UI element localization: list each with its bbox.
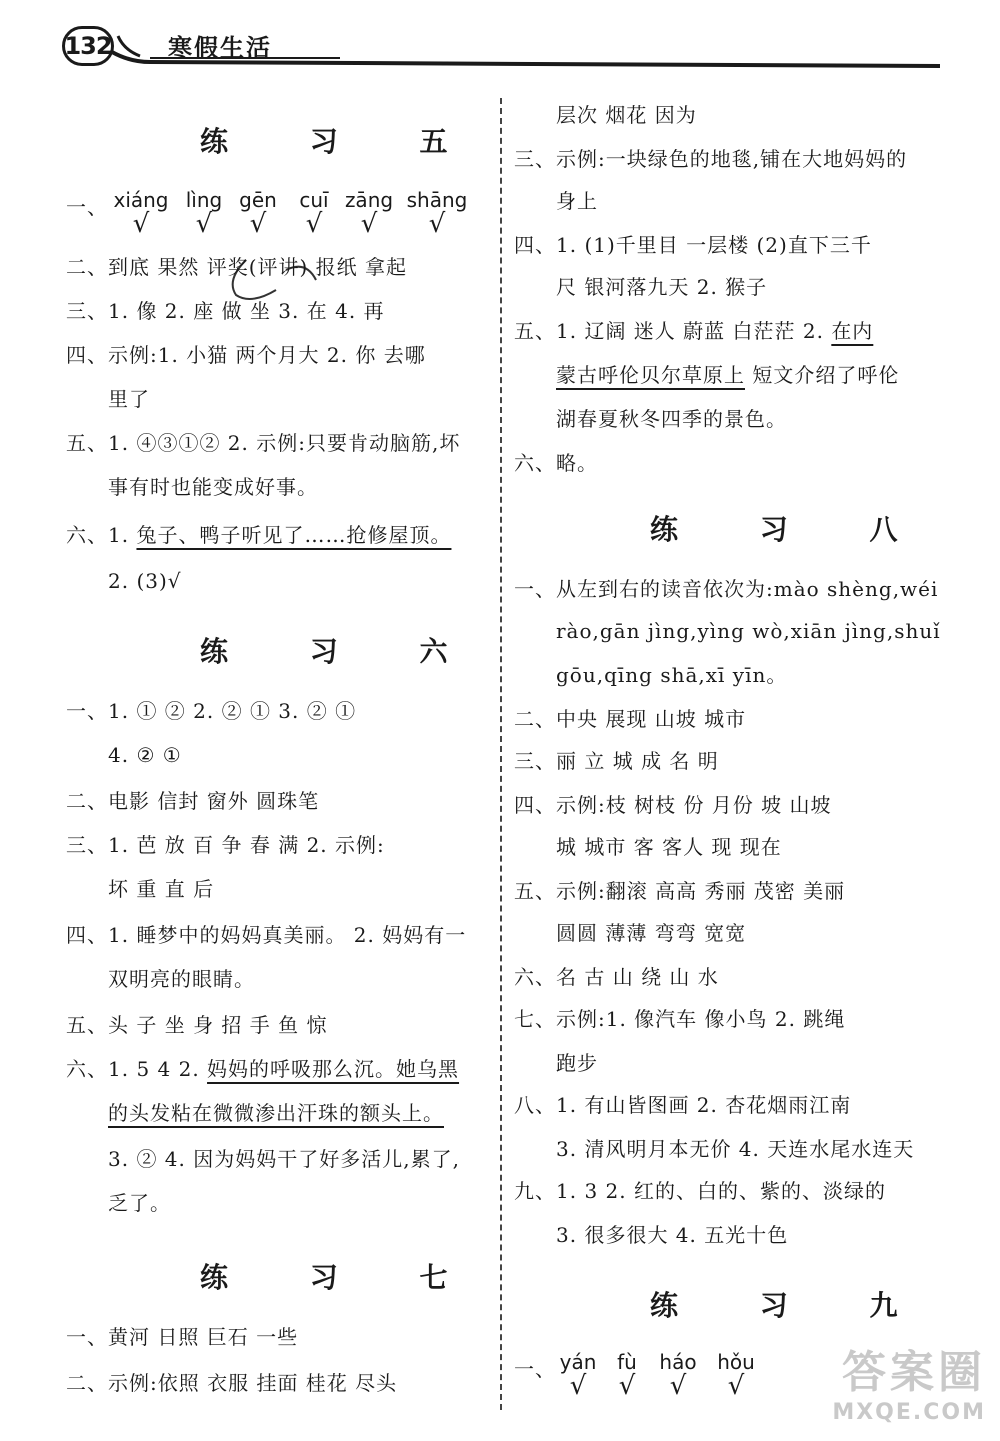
pinyin-item: xiáng √ xyxy=(106,188,176,236)
page-header xyxy=(0,0,1000,80)
ex7-q3-line1: 三、示例:一块绿色的地毯,铺在大地妈妈的 xyxy=(514,147,908,171)
ex9-q1-label: 一、 xyxy=(514,1357,556,1381)
ex6-q4-line2: 双明亮的眼睛。 xyxy=(108,967,255,991)
ex6-q1-line2: 4. ② ① xyxy=(108,743,182,767)
ex6-q4-line1: 四、1. 睡梦中的妈妈真美丽。 2. 妈妈有一 xyxy=(66,923,467,947)
ex5-q4-line2: 里了 xyxy=(108,387,150,411)
underlined-answer: 妈妈的呼吸那么沉。她乌黑 xyxy=(207,1057,460,1081)
underlined-answer: 兔子、鸭子听见了……抢修屋顶。 xyxy=(136,523,452,547)
ex8-q8-line2: 3. 清风明月本无价 4. 天连水尾水连天 xyxy=(556,1137,915,1161)
ex6-q6-line4: 乏了。 xyxy=(108,1191,171,1215)
ex8-q5-line1: 五、示例:翻滚 高高 秀丽 茂密 美丽 xyxy=(514,879,846,903)
exercise-8-title: 练 习 八 xyxy=(650,513,934,546)
underlined-answer: 的头发粘在微微渗出汗珠的额头上。 xyxy=(108,1101,444,1125)
header-rule-decoration xyxy=(0,0,1000,80)
ex6-q6-line3: 3. ② 4. 因为妈妈干了好多活儿,累了, xyxy=(108,1147,460,1171)
pinyin-item: gēn √ xyxy=(230,188,286,236)
ex5-q2: 二、到底 果然 评奖(评讲) 报纸 拿起 xyxy=(66,255,408,279)
check-mark-icon: √ xyxy=(669,1371,687,1401)
header-title: 寒假生活 xyxy=(168,34,272,62)
check-mark-icon: √ xyxy=(618,1371,636,1401)
ex5-q4-line1: 四、示例:1. 小猫 两个月大 2. 你 去哪 xyxy=(66,343,426,367)
pinyin-item: háo √ xyxy=(650,1350,706,1398)
check-mark-icon: √ xyxy=(249,209,267,239)
underlined-answer: 蒙古呼伦贝尔草原上 xyxy=(556,363,745,387)
ex8-q4-line2: 城 城市 客 客人 现 现在 xyxy=(556,835,782,859)
page-number: 132 xyxy=(62,26,114,66)
column-divider xyxy=(500,98,502,1410)
ex7-q5-line1: 五、1. 辽阔 迷人 蔚蓝 白茫茫 2. 在内 xyxy=(514,319,874,343)
ex8-q1-line2: rào,gān jìng,yìng wò,xiān jìng,shuǐ xyxy=(556,619,941,643)
ex8-q2: 二、中央 展现 山坡 城市 xyxy=(514,707,747,731)
pinyin-item: lìng √ xyxy=(176,188,232,236)
underlined-answer: 在内 xyxy=(831,319,874,343)
ex8-q4-line1: 四、示例:枝 树枝 份 月份 坡 山坡 xyxy=(514,793,832,817)
check-mark-icon: √ xyxy=(727,1371,745,1401)
ex7-q5-line3: 湖春夏秋冬四季的景色。 xyxy=(556,407,787,431)
ex7-q4-line2: 尺 银河落九天 2. 猴子 xyxy=(556,275,768,299)
ex7-q5-line2: 蒙古呼伦贝尔草原上 短文介绍了呼伦 xyxy=(556,363,900,387)
pinyin-item: cuī √ xyxy=(286,188,342,236)
ex7-q2-cont: 层次 烟花 因为 xyxy=(556,103,697,127)
check-mark-icon: √ xyxy=(195,209,213,239)
check-mark-icon: √ xyxy=(569,1371,587,1401)
ex7-q4-line1: 四、1. (1)千里目 一层楼 (2)直下三千 xyxy=(514,233,872,257)
ex6-q1-line1: 一、1. ① ② 2. ② ① 3. ② ① xyxy=(66,699,357,723)
ex6-q3-line1: 三、1. 芭 放 百 争 春 满 2. 示例: xyxy=(66,833,385,857)
watermark-logo: 答案圈 MXQE.COM xyxy=(832,1347,986,1425)
ex5-q1-label: 一、 xyxy=(66,195,108,219)
ex6-q6-line1: 六、1. 5 4 2. 妈妈的呼吸那么沉。她乌黑 xyxy=(66,1057,460,1081)
ex6-q5: 五、头 子 坐 身 招 手 鱼 惊 xyxy=(66,1013,328,1037)
ex8-q7-line1: 七、示例:1. 像汽车 像小鸟 2. 跳绳 xyxy=(514,1007,846,1031)
ex8-q7-line2: 跑步 xyxy=(556,1051,598,1075)
ex8-q6: 六、名 古 山 绕 山 水 xyxy=(514,965,719,989)
ex6-q6-line2 xyxy=(108,1098,444,1128)
ex7-q6: 六、略。 xyxy=(514,451,598,475)
pinyin-item: zāng √ xyxy=(336,188,402,236)
ex8-q1-line1: 一、从左到右的读音依次为:mào shèng,wéi xyxy=(514,577,939,601)
ex8-q1-line3: gōu,qīng shā,xī yīn。 xyxy=(556,663,788,687)
exercise-9-title: 练 习 九 xyxy=(650,1289,934,1322)
check-mark-icon: √ xyxy=(305,209,323,239)
check-mark-icon: √ xyxy=(428,209,446,239)
ex5-q3: 三、1. 像 2. 座 做 坐 3. 在 4. 再 xyxy=(66,299,385,323)
ex5-q6-line1: 六、1. 兔子、鸭子听见了……抢修屋顶。 xyxy=(66,523,452,547)
check-mark-icon: √ xyxy=(132,209,150,239)
ex6-q2: 二、电影 信封 窗外 圆珠笔 xyxy=(66,789,320,813)
ex8-q9-line1: 九、1. 3 2. 红的、白的、紫的、淡绿的 xyxy=(514,1179,886,1203)
ex5-q6-line2: 2. (3)√ xyxy=(108,569,182,593)
pinyin-item: shāng √ xyxy=(404,188,470,236)
pinyin-item: hǒu √ xyxy=(708,1350,764,1398)
ex5-q5-line1: 五、1. ④③①② 2. 示例:只要肯动脑筋,坏 xyxy=(66,431,461,455)
ex8-q5-line2: 圆圆 薄薄 弯弯 宽宽 xyxy=(556,921,747,945)
exercise-6-title: 练 习 六 xyxy=(200,635,484,668)
pinyin-item: yán √ xyxy=(552,1350,604,1398)
exercise-5-title: 练 习 五 xyxy=(200,125,484,158)
pinyin-item: fù √ xyxy=(606,1350,648,1398)
check-mark-icon: √ xyxy=(360,209,378,239)
ex5-q5-line2: 事有时也能变成好事。 xyxy=(108,475,318,499)
ex7-q2: 二、示例:依照 衣服 挂面 桂花 尽头 xyxy=(66,1371,398,1395)
ex7-q3-line2: 身上 xyxy=(556,189,598,213)
ex8-q8-line1: 八、1. 有山皆图画 2. 杏花烟雨江南 xyxy=(514,1093,852,1117)
ex8-q3: 三、丽 立 城 成 名 明 xyxy=(514,749,719,773)
exercise-7-title: 练 习 七 xyxy=(200,1261,484,1294)
ex7-q1: 一、黄河 日照 巨石 一些 xyxy=(66,1325,299,1349)
ex8-q9-line2: 3. 很多很大 4. 五光十色 xyxy=(556,1223,789,1247)
ex6-q3-line2: 坏 重 直 后 xyxy=(108,877,215,901)
